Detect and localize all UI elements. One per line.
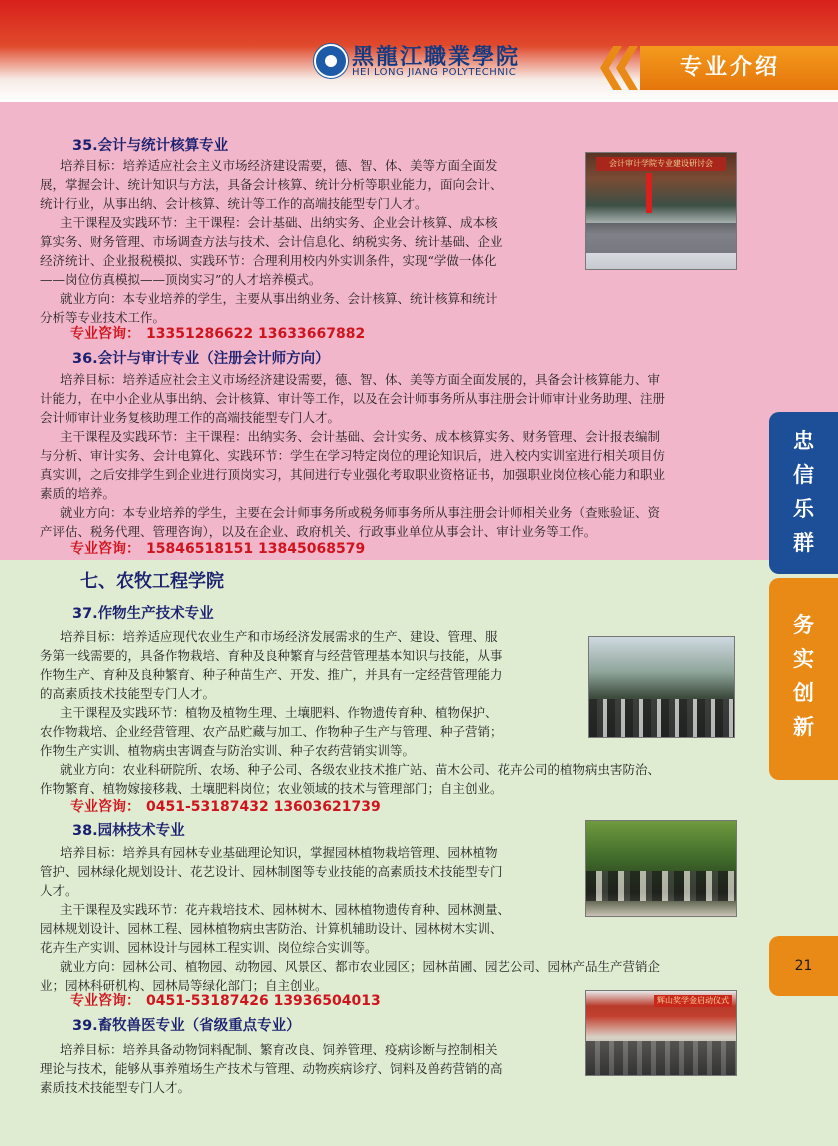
major-title: 38.园林技术专业 bbox=[72, 823, 185, 839]
body-text-line: 主干课程及实践环节：花卉栽培技术、园林树木、园林植物遗传育种、园林测量、 bbox=[60, 902, 511, 917]
side-tab-char: 乐 bbox=[793, 496, 814, 521]
body-text-line: 务第一线需要的，具备作物栽培、育种及良种繁育与经营管理基本知识与技能，从事 bbox=[40, 648, 503, 663]
body-text-line: 素质的培养。 bbox=[40, 486, 116, 501]
side-tab-char: 新 bbox=[793, 714, 814, 739]
consult-phone bbox=[70, 323, 365, 343]
body-text-line: 分析等专业技术工作。 bbox=[40, 310, 166, 325]
body-text-line: 统计行业，从事出纳、会计核算、统计等工作的高端技能型专门人才。 bbox=[40, 196, 428, 211]
photo-students-group bbox=[588, 636, 735, 738]
major-title: 39.畜牧兽医专业（省级重点专业） bbox=[72, 1018, 301, 1034]
major-title: 37.作物生产技术专业 bbox=[72, 606, 214, 622]
photo-banner-text: 会计审计学院专业建设研讨会 bbox=[596, 157, 726, 171]
body-text-line: 花卉生产实训、园林设计与园林工程实训、岗位综合实训等。 bbox=[40, 940, 378, 955]
body-text-line: 作物繁育、植物嫁接移栽、土壤肥料岗位；农业领域的技术与管理部门；自主创业。 bbox=[40, 781, 503, 796]
body-text-line: 真实训，之后安排学生到企业进行顶岗实习，其间进行专业强化考取职业资格证书，加强职业岗位核心能力和职业 bbox=[40, 467, 666, 482]
body-text-line: 培养目标：培养适应现代农业生产和市场经济发展需求的生产、建设、管理、服 bbox=[60, 629, 498, 644]
body-text-line: 主干课程及实践环节：植物及植物生理、土壤肥料、作物遗传育种、植物保护、 bbox=[60, 705, 498, 720]
consult-label: 专业咨询： bbox=[70, 326, 140, 342]
major-title: 36.会计与审计专业（注册会计师方向） bbox=[72, 351, 330, 367]
side-tab-char: 信 bbox=[793, 462, 814, 487]
body-text-line: 会计师审计业务复核助理工作的高端技能型专门人才。 bbox=[40, 410, 341, 425]
side-tab-loyalty bbox=[769, 412, 838, 574]
body-text-line: 人才。 bbox=[40, 883, 78, 898]
consult-numbers: 0451-53187432 13603621739 bbox=[146, 799, 381, 815]
body-text-line: 就业方向：园林公司、植物园、动物园、风景区、都市农业园区；园林苗圃、园艺公司、园林产品生产营销企 bbox=[60, 959, 661, 974]
photo-meeting bbox=[585, 152, 737, 270]
body-text-line: 展，掌握会计、统计知识与方法，具备会计核算、统计分析等职业能力，面向会计、 bbox=[40, 177, 503, 192]
side-tab-pragmatic bbox=[769, 578, 838, 780]
body-text-line: 培养目标：培养适应社会主义市场经济建设需要，德、智、体、美等方面全面发 bbox=[60, 158, 498, 173]
body-text-line: 的高素质技术技能型专门人才。 bbox=[40, 686, 216, 701]
body-text-line: 作物生产实训、植物病虫害调查与防治实训、种子农药营销实训等。 bbox=[40, 743, 416, 758]
side-tab-char: 忠 bbox=[793, 428, 814, 453]
body-text-line: 素质技术技能型专门人才。 bbox=[40, 1080, 191, 1095]
body-text-line: 算实务、财务管理、市场调查方法与技术、会计信息化、纳税实务、统计基础、企业 bbox=[40, 234, 503, 249]
body-text-line: 理论与技术，能够从事养殖场生产技术与管理、动物疾病诊疗、饲料及兽药营销的高 bbox=[40, 1061, 503, 1076]
consult-label: 专业咨询： bbox=[70, 799, 140, 815]
body-text-line: 主干课程及实践环节：主干课程：出纳实务、会计基础、会计实务、成本核算实务、财务管理、会计报表编制 bbox=[60, 429, 661, 444]
page-number: 21 bbox=[769, 936, 838, 996]
consult-numbers: 15846518151 13845068579 bbox=[146, 541, 366, 557]
side-tab-char: 务 bbox=[793, 612, 814, 637]
body-text-line: 就业方向：农业科研院所、农场、种子公司、各级农业技术推广站、苗木公司、花卉公司的植物病虫害防治、 bbox=[60, 762, 661, 777]
consult-numbers: 13351286622 13633667882 bbox=[146, 326, 366, 342]
body-text-line: 农作物栽培、企业经营管理、农产品贮藏与加工、作物种子生产与管理、种子营销； bbox=[40, 724, 503, 739]
photo-garden-class bbox=[585, 820, 737, 917]
consult-numbers: 0451-53187426 13936504013 bbox=[146, 993, 381, 1009]
consult-phone bbox=[70, 538, 365, 558]
body-text-line: 园林规划设计、园林工程、园林植物病虫害防治、计算机辅助设计、园林树木实训、 bbox=[40, 921, 503, 936]
body-text-line: 主干课程及实践环节：主干课程：会计基础、出纳实务、企业会计核算、成本核 bbox=[60, 215, 498, 230]
side-tab-char: 群 bbox=[793, 530, 814, 555]
school-name-en: HEI LONG JIANG POLYTECHNIC bbox=[352, 67, 517, 78]
body-text-line: ——岗位仿真模拟——顶岗实习”的人才培养模式。 bbox=[40, 272, 322, 287]
consult-label: 专业咨询： bbox=[70, 993, 140, 1009]
body-text-line: 培养目标：培养具备动物饲料配制、繁育改良、饲养管理、疫病诊断与控制相关 bbox=[60, 1042, 498, 1057]
consult-label: 专业咨询： bbox=[70, 541, 140, 557]
side-tab-char: 实 bbox=[793, 646, 814, 671]
college-title: 七、农牧工程学院 bbox=[80, 571, 224, 592]
body-text-line: 就业方向：本专业培养的学生，主要从事出纳业务、会计核算、统计核算和统计 bbox=[60, 291, 498, 306]
photo-scholarship-ceremony bbox=[585, 990, 737, 1076]
body-text-line: 计能力，在中小企业从事出纳、会计核算、审计等工作，以及在会计师事务所从事注册会计师审计业务助理、注册 bbox=[40, 391, 666, 406]
body-text-line: 与分析、审计实务、会计电算化、实践环节：学生在学习特定岗位的理论知识后，进入校内实训室进行相关项目仿 bbox=[40, 448, 666, 463]
school-name-cn: 黑龍江職業學院 bbox=[352, 44, 521, 70]
body-text-line: 管护、园林绿化规划设计、花艺设计、园林制图等专业技能的高素质技术技能型专门 bbox=[40, 864, 503, 879]
side-tab-char: 创 bbox=[793, 680, 814, 705]
section-title-tag: 专业介绍 bbox=[640, 46, 838, 90]
body-text-line: 作物生产、育种及良种繁育、种子种苗生产、开发、推广，并具有一定经营管理能力 bbox=[40, 667, 503, 682]
body-text-line: 经济统计、企业报税模拟、实践环节：合理利用校内外实训条件，实现“学做一体化 bbox=[40, 253, 497, 268]
body-text-line: 产评估、税务代理、管理咨询），以及在企业、政府机关、行政事业单位从事会计、审计业务等工作。 bbox=[40, 524, 597, 539]
body-text-line: 业；园林科研机构、园林局等绿化部门；自主创业。 bbox=[40, 978, 328, 993]
body-text-line: 培养目标：培养适应社会主义市场经济建设需要，德、智、体、美等方面全面发展的，具备会计核算能力、审 bbox=[60, 372, 661, 387]
body-text-line: 就业方向：本专业培养的学生，主要在会计师事务所或税务师事务所从事注册会计师相关业务（查账验证、资 bbox=[60, 505, 661, 520]
consult-phone bbox=[70, 796, 381, 816]
major-title: 35.会计与统计核算专业 bbox=[72, 138, 229, 154]
photo-banner-text: 辉山奖学金启动仪式 bbox=[654, 995, 732, 1007]
consult-phone bbox=[70, 990, 381, 1010]
body-text-line: 培养目标：培养具有园林专业基础理论知识，掌握园林植物栽培管理、园林植物 bbox=[60, 845, 498, 860]
school-logo-icon bbox=[314, 44, 348, 78]
